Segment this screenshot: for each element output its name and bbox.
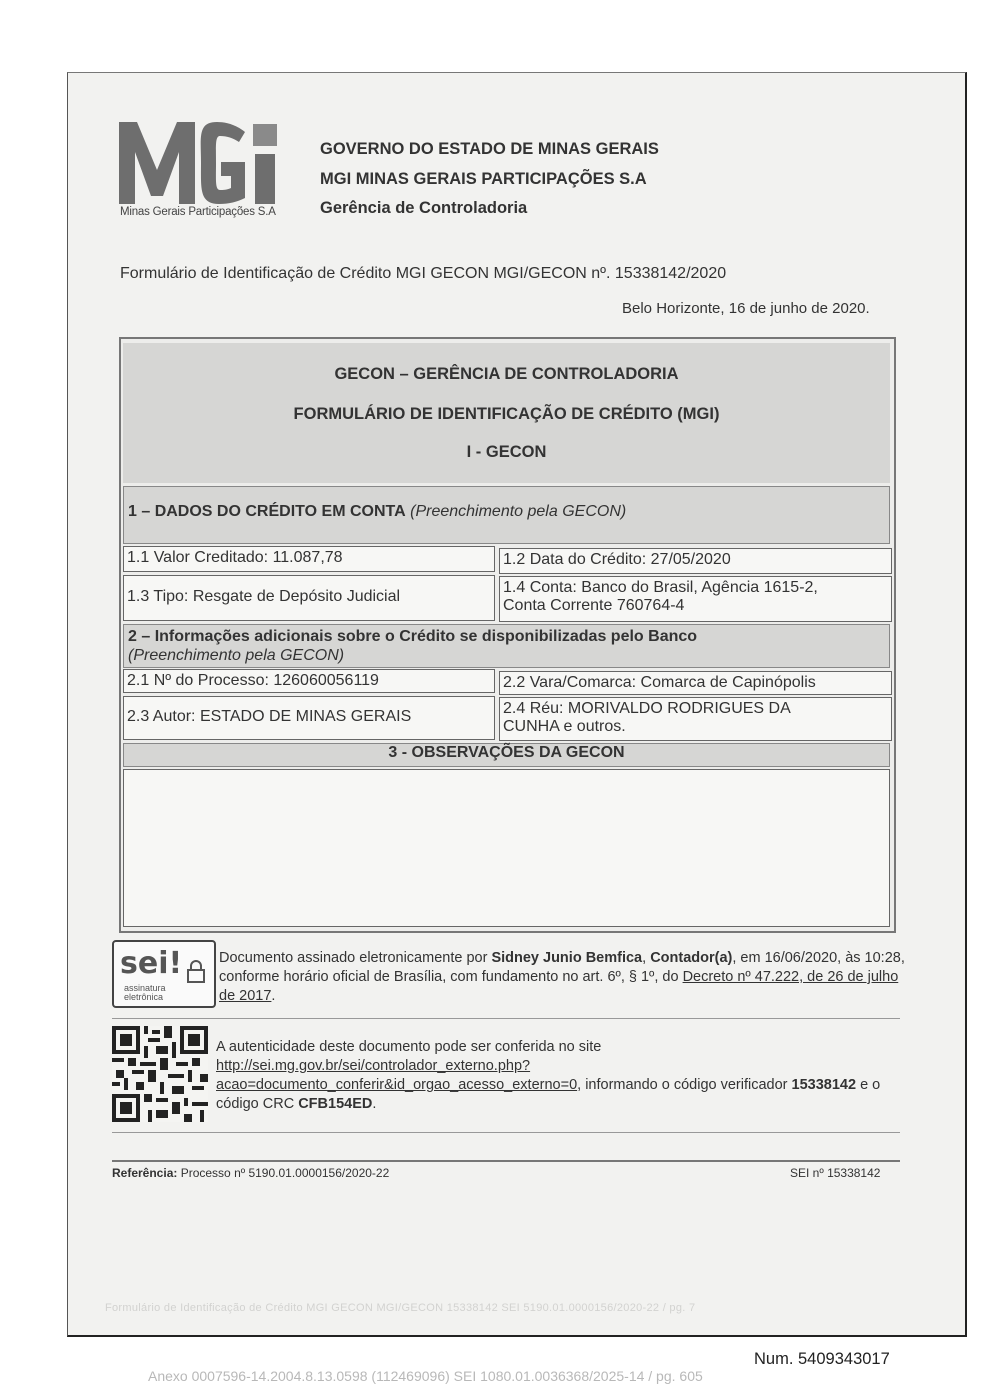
field-autor: 2.3 Autor: ESTADO DE MINAS GERAIS [123,696,495,740]
field-tipo: 1.3 Tipo: Resgate de Depósito Judicial [123,575,495,621]
sei-number: SEI nº 15338142 [790,1166,881,1180]
authenticity-intro: A autenticidade deste documento pode ser conferida no site [216,1039,602,1055]
lock-icon [186,960,206,984]
divider-reference [112,1160,900,1162]
field-conta [499,576,892,622]
field-conta-line2: Conta Corrente 760764-4 [503,597,685,614]
signature-sep: , [642,950,651,966]
signature-text-body: , em 16/06/2020, às 10:28, conforme horário oficial de Brasília, com fundamento no art. 6º, § 1º, do [219,950,905,985]
section2-title: 2 – Informações adicionais sobre o Crédito se disponibilizadas pelo Banco [128,628,698,645]
form-title-formulario: FORMULÁRIO DE IDENTIFICAÇÃO DE CRÉDITO (MGI) [293,405,720,423]
section3-header: 3 - OBSERVAÇÕES DA GECON [123,743,890,767]
field-conta-line1: 1.4 Conta: Banco do Brasil, Agência 1615-2, [503,579,818,596]
crc-code: CFB154ED [298,1096,373,1112]
section1-note: (Preenchimento pela GECON) [410,503,627,520]
divider-top [112,1018,900,1019]
observations-area [123,769,890,927]
sei-logo [112,940,216,1008]
signature-text-intro: Documento assinado eletronicamente por [219,950,492,966]
field-valor-creditado: 1.1 Valor Creditado: 11.087,78 [123,546,495,572]
verification-url-line2[interactable]: acao=documento_conferir&id_orgao_acesso_externo=0 [216,1077,578,1093]
header-company: MGI MINAS GERAIS PARTICIPAÇÕES S.A [320,170,647,188]
authenticity-text [216,1038,906,1114]
verification-url-line1[interactable]: http://sei.mg.gov.br/sei/controlador_externo.php? [216,1058,531,1074]
field-reu-line1: 2.4 Réu: MORIVALDO RODRIGUES DA [503,700,791,717]
mgi-logo [117,118,307,206]
logo-caption: Minas Gerais Participações S.A [120,206,276,218]
field-processo: 2.1 Nº do Processo: 126060056119 [123,669,495,693]
decree-link[interactable]: Decreto nº 47.222, de 26 de julho de 2017 [219,969,899,1004]
form-title-block [123,343,890,483]
authenticity-mid2: e o código CRC [216,1077,881,1112]
sei-logo-caption [124,984,166,1002]
anexo-stamp: Anexo 0007596-14.2004.8.13.0598 (112469096) SEI 1080.01.0036368/2025-14 / pg. 605 [148,1368,703,1384]
header-department: Gerência de Controladoria [320,199,528,217]
section1-title: 1 – DADOS DO CRÉDITO EM CONTA [128,503,406,520]
header-government: GOVERNO DO ESTADO DE MINAS GERAIS [320,140,659,158]
form-title-section: I - GECON [466,443,547,461]
date-line: Belo Horizonte, 16 de junho de 2020. [622,300,870,317]
field-vara-comarca: 2.2 Vara/Comarca: Comarca de Capinópolis [499,671,892,695]
reference-value: Processo nº 5190.01.0000156/2020-22 [177,1166,390,1180]
signer-role: Contador(a) [650,950,733,966]
section2-note: (Preenchimento pela GECON) [128,647,345,664]
signer-name: Sidney Junio Bemfica [491,950,643,966]
form-identifier: Formulário de Identificação de Crédito MGI GECON MGI/GECON nº. 15338142/2020 [120,265,727,282]
qr-code-icon [112,1026,208,1122]
authenticity-end: . [372,1096,377,1112]
reference-label: Referência: [112,1166,178,1180]
divider-bottom [112,1132,900,1133]
sei-logo-sub2: eletrônica [124,992,164,1002]
faint-footer: Formulário de Identificação de Crédito MGI GECON MGI/GECON 15338142 SEI 5190.01.0000156/2020-22 / pg. 7 [105,1302,696,1314]
sei-logo-sub1: assinatura [124,983,166,993]
signature-end: . [271,988,276,1004]
reference-line [112,1166,389,1180]
verifier-code: 15338142 [791,1077,857,1093]
signature-text [219,949,909,1006]
field-reu [499,697,892,741]
sei-logo-text: sei! [120,946,183,981]
section1-header [123,486,890,544]
field-reu-line2: CUNHA e outros. [503,718,626,735]
document-number: Num. 5409343017 [754,1350,890,1368]
form-title-gecon: GECON – GERÊNCIA DE CONTROLADORIA [334,365,679,383]
section2-header [123,624,890,668]
credit-form [119,337,896,933]
authenticity-mid: , informando o código verificador [577,1077,792,1093]
field-data-credito: 1.2 Data do Crédito: 27/05/2020 [499,548,892,574]
